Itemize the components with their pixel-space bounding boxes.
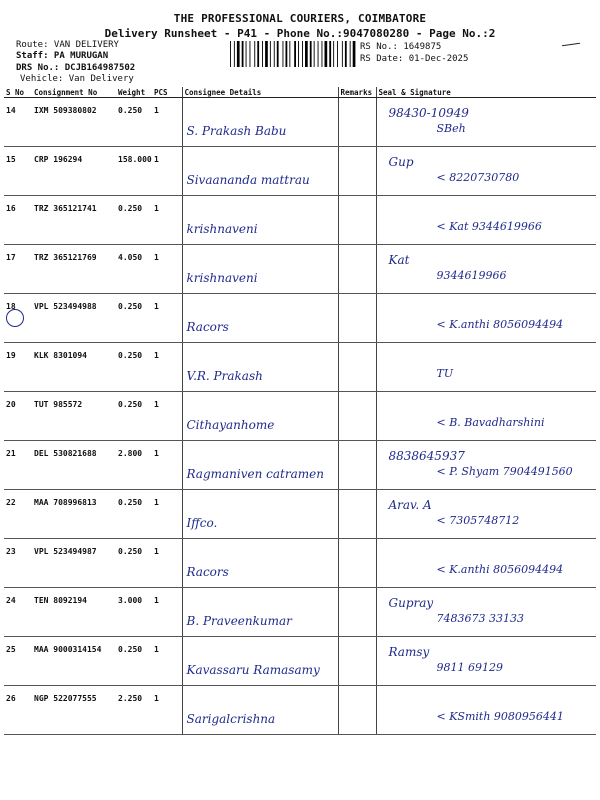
handwritten-signature: 98430-10949	[388, 106, 469, 120]
handwritten-phone: 9811 69129	[436, 661, 503, 674]
table-row	[4, 637, 596, 686]
handwritten-consignee: Kavassaru Ramasamy	[186, 663, 320, 677]
handwritten-consignee: krishnaveni	[186, 222, 258, 236]
row-consignment-no: VPL 523494988	[32, 294, 116, 343]
row-consignment-no: CRP 196294	[32, 147, 116, 196]
row-signature-cell	[376, 637, 596, 686]
handwritten-signature: Ramsy	[388, 645, 430, 659]
row-remarks	[338, 588, 376, 637]
row-consignee-cell	[182, 588, 338, 637]
row-remarks	[338, 441, 376, 490]
row-sno: 15	[4, 147, 32, 196]
handwritten-phone: < K.anthi 8056094494	[436, 318, 564, 331]
handwritten-consignee: Racors	[186, 565, 229, 579]
row-weight: 0.250	[116, 637, 152, 686]
handwritten-signature: Kat	[388, 253, 410, 267]
row-weight: 0.250	[116, 392, 152, 441]
row-consignment-no: TRZ 365121741	[32, 196, 116, 245]
row-remarks	[338, 196, 376, 245]
handwritten-signature: Gup	[388, 155, 414, 169]
row-consignment-no: NGP 522077555	[32, 686, 116, 735]
row-pcs: 1	[152, 588, 182, 637]
rs-date: RS Date: 01-Dec-2025	[360, 54, 469, 64]
handwritten-consignee: krishnaveni	[186, 271, 258, 285]
row-consignee-cell	[182, 196, 338, 245]
handwritten-phone: < Kat 9344619966	[436, 220, 542, 233]
vehicle-label: Vehicle: Van Delivery	[20, 74, 134, 84]
table-row	[4, 245, 596, 294]
row-consignment-no: IXM 509380802	[32, 98, 116, 147]
row-consignment-no: TEN 8092194	[32, 588, 116, 637]
row-pcs: 1	[152, 196, 182, 245]
row-consignee-cell	[182, 343, 338, 392]
row-consignee-cell	[182, 147, 338, 196]
company-title: THE PROFESSIONAL COURIERS, COIMBATORE	[173, 12, 427, 25]
row-remarks	[338, 245, 376, 294]
handwritten-phone: < 8220730780	[436, 171, 520, 184]
row-remarks	[338, 490, 376, 539]
handwritten-consignee: Iffco.	[186, 516, 218, 530]
row-signature-cell	[376, 294, 596, 343]
handwritten-consignee: B. Praveenkumar	[186, 614, 292, 628]
row-sno: 26	[4, 686, 32, 735]
row-weight: 2.250	[116, 686, 152, 735]
row-consignee-cell	[182, 686, 338, 735]
col-pcs: PCS	[152, 87, 182, 98]
row-consignee-cell	[182, 441, 338, 490]
row-sno: 14	[4, 98, 32, 147]
row-consignment-no: TUT 985572	[32, 392, 116, 441]
handwritten-consignee: Cithayanhome	[186, 418, 275, 432]
handwritten-phone: < P. Shyam 7904491560	[436, 465, 573, 478]
row-consignment-no: TRZ 365121769	[32, 245, 116, 294]
row-pcs: 1	[152, 490, 182, 539]
circled-row-mark	[6, 309, 24, 327]
row-weight: 0.250	[116, 490, 152, 539]
row-pcs: 1	[152, 392, 182, 441]
runsheet-table	[4, 87, 596, 735]
row-pcs: 1	[152, 343, 182, 392]
row-weight: 0.250	[116, 343, 152, 392]
table-row	[4, 441, 596, 490]
col-consignee: Consignee Details	[182, 87, 338, 98]
row-consignee-cell	[182, 294, 338, 343]
row-sno: 22	[4, 490, 32, 539]
row-pcs: 1	[152, 637, 182, 686]
row-weight: 0.250	[116, 98, 152, 147]
col-seal: Seal & Signature	[376, 87, 596, 98]
row-sno: 24	[4, 588, 32, 637]
table-row	[4, 539, 596, 588]
row-weight: 158.000	[116, 147, 152, 196]
row-signature-cell	[376, 98, 596, 147]
table-row	[4, 147, 596, 196]
runsheet-subtitle: Delivery Runsheet - P41 - Phone No.:9047080280 - Page No.:2	[104, 27, 496, 40]
drs-number: DRS No.: DCJB164987502	[16, 63, 136, 73]
row-pcs: 1	[152, 98, 182, 147]
row-weight: 0.250	[116, 294, 152, 343]
row-sno: 23	[4, 539, 32, 588]
row-remarks	[338, 539, 376, 588]
col-weight: Weight	[116, 87, 152, 98]
row-consignment-no: DEL 530821688	[32, 441, 116, 490]
row-sno: 16	[4, 196, 32, 245]
row-signature-cell	[376, 147, 596, 196]
row-remarks	[338, 686, 376, 735]
row-weight: 3.000	[116, 588, 152, 637]
row-sno: 18	[4, 294, 32, 343]
handwritten-phone: < KSmith 9080956441	[436, 710, 564, 723]
row-sno: 21	[4, 441, 32, 490]
handwritten-consignee: Sarigalcrishna	[186, 712, 276, 726]
handwritten-consignee: V.R. Prakash	[186, 369, 263, 383]
row-pcs: 1	[152, 539, 182, 588]
handwritten-consignee: S. Prakash Babu	[186, 124, 287, 138]
pen-mark	[562, 43, 580, 46]
row-weight: 4.050	[116, 245, 152, 294]
handwritten-phone: TU	[436, 367, 454, 380]
row-consignee-cell	[182, 98, 338, 147]
row-signature-cell	[376, 392, 596, 441]
table-row	[4, 294, 596, 343]
handwritten-signature: 8838645937	[388, 449, 465, 463]
row-sno: 19	[4, 343, 32, 392]
row-pcs: 1	[152, 245, 182, 294]
table-row	[4, 490, 596, 539]
barcode-image	[230, 41, 356, 67]
table-row	[4, 196, 596, 245]
table-row	[4, 392, 596, 441]
staff-label: Staff: PA MURUGAN	[16, 51, 109, 61]
row-signature-cell	[376, 196, 596, 245]
row-consignment-no: VPL 523494987	[32, 539, 116, 588]
col-consignment: Consignment No	[32, 87, 116, 98]
table-row	[4, 686, 596, 735]
row-weight: 0.250	[116, 196, 152, 245]
row-consignee-cell	[182, 490, 338, 539]
col-remarks: Remarks	[338, 87, 376, 98]
handwritten-consignee: Sivaananda mattrau	[186, 173, 310, 187]
row-remarks	[338, 294, 376, 343]
row-consignment-no: MAA 9000314154	[32, 637, 116, 686]
row-sno: 17	[4, 245, 32, 294]
row-pcs: 1	[152, 294, 182, 343]
row-pcs: 1	[152, 441, 182, 490]
route-label: Route: VAN DELIVERY	[16, 40, 119, 50]
row-consignee-cell	[182, 245, 338, 294]
row-signature-cell	[376, 588, 596, 637]
row-pcs: 1	[152, 686, 182, 735]
handwritten-phone: 9344619966	[436, 269, 507, 282]
table-row	[4, 343, 596, 392]
row-remarks	[338, 392, 376, 441]
row-sno: 20	[4, 392, 32, 441]
table-row	[4, 588, 596, 637]
handwritten-phone: < K.anthi 8056094494	[436, 563, 564, 576]
row-sno: 25	[4, 637, 32, 686]
row-signature-cell	[376, 441, 596, 490]
row-consignment-no: KLK 8301094	[32, 343, 116, 392]
handwritten-consignee: Ragmaniven catramen	[186, 467, 324, 481]
rs-number: RS No.: 1649875	[360, 42, 442, 52]
row-signature-cell	[376, 343, 596, 392]
handwritten-phone: < B. Bavadharshini	[436, 416, 545, 429]
table-row	[4, 98, 596, 147]
row-remarks	[338, 147, 376, 196]
handwritten-signature: Gupray	[388, 596, 434, 610]
row-weight: 2.800	[116, 441, 152, 490]
row-consignee-cell	[182, 539, 338, 588]
handwritten-phone: < 7305748712	[436, 514, 520, 527]
row-signature-cell	[376, 245, 596, 294]
handwritten-signature: Arav. A	[388, 498, 432, 512]
handwritten-phone: 7483673 33133	[436, 612, 524, 625]
handwritten-consignee: Racors	[186, 320, 229, 334]
row-pcs: 1	[152, 147, 182, 196]
row-consignee-cell	[182, 392, 338, 441]
table-header-row	[4, 87, 596, 98]
row-remarks	[338, 637, 376, 686]
row-signature-cell	[376, 490, 596, 539]
row-signature-cell	[376, 686, 596, 735]
handwritten-phone: SBeh	[436, 122, 466, 135]
col-sno: S No	[4, 87, 32, 98]
row-consignment-no: MAA 708996813	[32, 490, 116, 539]
row-remarks	[338, 343, 376, 392]
row-weight: 0.250	[116, 539, 152, 588]
row-consignee-cell	[182, 637, 338, 686]
row-remarks	[338, 98, 376, 147]
row-signature-cell	[376, 539, 596, 588]
